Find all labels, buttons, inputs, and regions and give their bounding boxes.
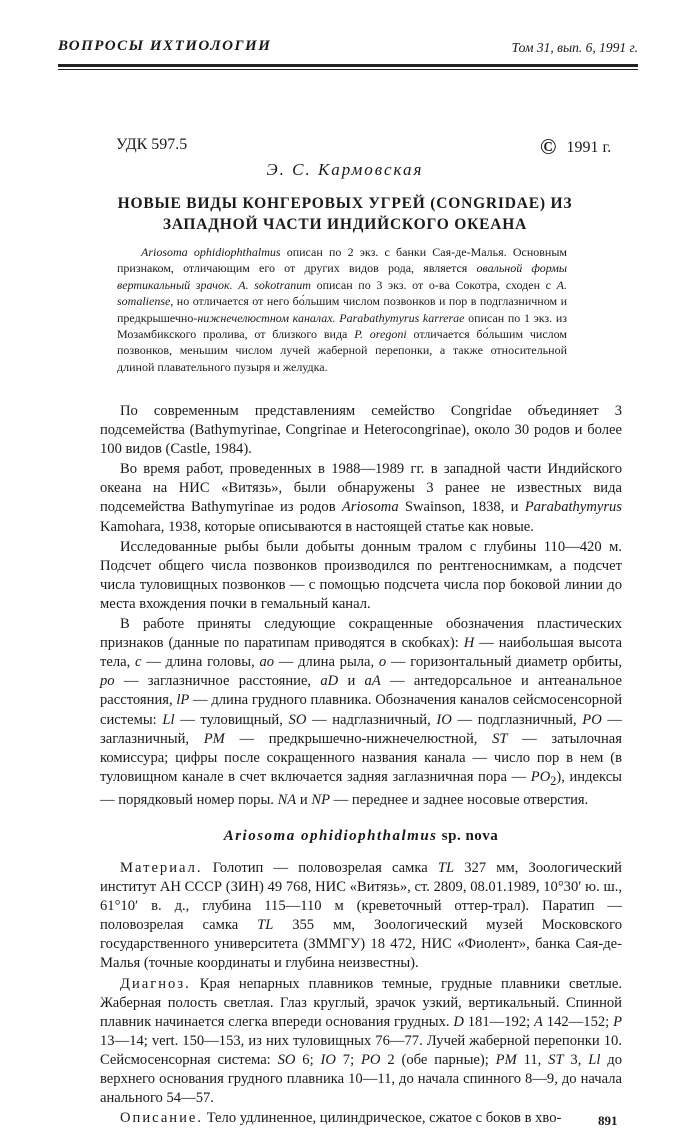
- italic-run: IO: [320, 1051, 336, 1068]
- text-run: и: [338, 673, 365, 690]
- text-run: По современным представлениям семейство Congridae объединяет 3 подсемейства (Bathymyrinae, Congrinae и Heterocongrinae), около 30 родов и более 100 видов (Castle, 1984).: [100, 403, 622, 458]
- italic-run: TL: [437, 859, 455, 876]
- running-head: [58, 38, 638, 64]
- text-run: 11,: [516, 1051, 549, 1068]
- italic-run: aD: [320, 673, 339, 690]
- species-suffix: sp. nova: [437, 827, 499, 844]
- header-rule-thin: [58, 69, 638, 70]
- text-run: Во время работ, проведенных в 1988—1989 гг. в западной части Индийского океана на НИС «Витязь», были обнаружены 3 ранее не известных вида подсемейства Bathymyrinae из родов: [100, 461, 622, 516]
- italic-run: o: [378, 654, 387, 671]
- italic-run: Ll: [162, 711, 175, 728]
- text-run: В работе приняты следующие сокращенные обозначения пластических признаков (данные по паратипам приводятся в скобках):: [100, 616, 622, 652]
- body-paragraph: [100, 460, 622, 536]
- copyright-line: [540, 134, 611, 160]
- author-name: Э. С. Кармовская: [266, 160, 424, 179]
- text-run: Тело удлиненное, цилиндрическое, сжатое с боков в хво-: [203, 1110, 562, 1127]
- text-run: — антедорсальное и антеанальное расстояния,: [100, 673, 623, 709]
- italic-run: lP: [176, 692, 190, 709]
- italic-run: Ariosoma ophidiophthalmus: [141, 245, 281, 259]
- italic-run: PO: [361, 1051, 381, 1068]
- text-run: до верхнего основания грудного плавника 10—11, до начала спинного 8—9, до начала анального 54—57.: [100, 1051, 623, 1107]
- section-heading: [100, 827, 622, 846]
- text-run: 3,: [563, 1051, 589, 1068]
- text-run: — заглазничное расстояние,: [114, 673, 321, 690]
- text-run: — переднее и заднее носовые отверстия.: [330, 791, 589, 808]
- italic-run: овальной формы вертикальный зрачок. A. sokotranum: [117, 261, 567, 292]
- section-paragraph-description: [100, 1109, 622, 1128]
- text-run: 181—192;: [463, 1013, 535, 1030]
- italic-run: P. oregoni: [354, 327, 407, 342]
- italic-run: H: [463, 635, 475, 652]
- text-run: 7;: [335, 1051, 361, 1068]
- text-run: — заглазничный,: [100, 711, 622, 747]
- italic-run: Ariosoma: [341, 499, 399, 516]
- run-in-heading: Диагноз.: [120, 975, 191, 992]
- text-run: 327 мм, Зоологический институт АН СССР (ЗИН) 49 768, НИС «Витязь», ст. 2809, 08.01.1989, 10°30′ ю. ш., 61°10′ в. д., глубина 115—110 м (креветочный оттер-трал). Паратип — половозрелая самка: [100, 859, 622, 934]
- italic-run: SO: [288, 711, 307, 728]
- text-run: 355 мм, Зоологический музей Московского государственного университета (ЗММГУ) 18 472, НИС «Фиолент», банка Сая-де-Малья (точные координаты и глубина неизвестны).: [100, 917, 622, 972]
- italic-run: PO: [582, 711, 602, 728]
- text-run: — длина головы,: [141, 654, 260, 671]
- italic-run: NA: [277, 791, 297, 808]
- text-run: — туловищный,: [174, 711, 289, 728]
- abstract: [117, 244, 567, 375]
- text-run: Края непарных плавников темные, грудные плавники светлые. Жаберная полость светлая. Глаз круглый, зрачок узкий, вертикальный. Спинной плавник начинается слегка впереди основания грудных.: [100, 975, 622, 1030]
- text-run: — горизонтальный диаметр орбиты,: [386, 654, 622, 671]
- italic-run: NP: [311, 791, 330, 808]
- copyright-icon: ©: [540, 134, 557, 159]
- italic-run: SO: [277, 1051, 296, 1068]
- udc-code: УДК 597.5: [116, 136, 188, 153]
- text-run: и: [296, 791, 312, 808]
- text-run: — надглазничный,: [306, 711, 437, 728]
- text-run: 6;: [295, 1051, 321, 1068]
- header-rule: [58, 64, 638, 67]
- text-run: , но отличается от него бо́льшим числом позвонков и пор в подглазничном и предкрышечно-: [117, 294, 567, 325]
- italic-run: ao: [259, 654, 275, 671]
- body-paragraph: [100, 402, 622, 459]
- italic-run: A. somaliense: [117, 277, 567, 309]
- italic-run: P: [613, 1013, 622, 1030]
- italic-run: PM: [495, 1051, 517, 1068]
- text-run: Swainson, 1838, и: [398, 499, 525, 516]
- journal-name: ВОПРОСЫ ИХТИОЛОГИИ: [58, 38, 272, 54]
- text-run: описан по 1 экз. из Мозамбикского пролива, от близкого вида: [117, 310, 567, 342]
- italic-run: po: [100, 673, 115, 690]
- italic-run: ST: [492, 730, 508, 747]
- text-run: описан по 3 экз. от о-ва Сокотра, сходен с: [310, 277, 557, 292]
- italic-run: D: [453, 1013, 464, 1030]
- text-run: — наибольшая высота тела,: [100, 635, 623, 671]
- text-run: 142—152;: [542, 1013, 614, 1030]
- page-number: 891: [598, 1113, 618, 1128]
- text-run: 13—14; vert. 150—153, из них туловищных 76—77. Лучей жаберной перепонки 10. Сейсмосенсорная система:: [100, 1032, 622, 1068]
- text-run: Голотип — половозрелая самка: [202, 859, 438, 876]
- text-run: — предкрышечно-нижнечелюстной,: [224, 730, 493, 747]
- italic-run: c: [135, 654, 142, 671]
- text-run: Исследованные рыбы были добыты донным тралом с глубины 110—420 м. Подсчет общего числа позвонков производился по рентгеноснимкам, а подсчет числа туловищных позвонков — с помощью подсчета числа пор боковой линии до места вхождения почки в гемальный канал.: [100, 538, 622, 612]
- article-body: [100, 402, 622, 1128]
- subscript: 2: [550, 773, 557, 788]
- italic-run: Ll: [588, 1051, 601, 1068]
- text-run: описан по 2 экз. с банки Сая-де-Малья. Основным признаком, отличающим его от других видов рода, является: [117, 245, 567, 276]
- text-run: 2 (обе парные);: [380, 1051, 496, 1068]
- italic-run: aA: [364, 673, 381, 690]
- text-run: — затылочная комиссура; цифры после сокращенного названия канала — число пор в нем (в туловищном канале в счет включается задняя заглазничная пора —: [100, 730, 622, 785]
- issue-info: Том 31, вып. 6, 1991 г.: [511, 40, 638, 55]
- body-paragraph: [100, 615, 622, 810]
- text-run: Kamohara, 1938, которые описываются в настоящей статье как новые.: [100, 518, 534, 535]
- italic-run: нижнечелюстном каналах. Parabathymyrus karrerae: [197, 310, 465, 325]
- italic-run: PO: [530, 768, 551, 785]
- species-name: Ariosoma ophidiophthalmus: [223, 827, 438, 844]
- italic-run: IO: [436, 711, 452, 728]
- run-in-heading: Материал.: [120, 859, 203, 876]
- italic-run: Parabathymyrus: [524, 499, 622, 516]
- section-paragraph-diagnosis: [100, 975, 622, 1109]
- text-run: — длина рыла,: [274, 654, 379, 671]
- text-run: отличается бо́льшим числом позвонков, меньшим числом лучей жаберной перепонки, а также относительной длиной плавательного пузыря и желудка.: [117, 327, 568, 374]
- italic-run: ST: [548, 1051, 564, 1068]
- text-run: — подглазничный,: [451, 711, 583, 728]
- text-run: ), индексы — порядковый номер поры.: [100, 768, 622, 808]
- copyright-year: 1991 г.: [566, 139, 612, 156]
- italic-run: PM: [203, 730, 225, 747]
- italic-run: A: [534, 1013, 543, 1030]
- text-run: — длина грудного плавника. Обозначения каналов сейсмосенсорной системы:: [100, 692, 623, 728]
- body-paragraph: [100, 538, 622, 614]
- italic-run: TL: [257, 917, 274, 934]
- run-in-heading: Описание.: [120, 1110, 204, 1127]
- article-title: НОВЫЕ ВИДЫ КОНГЕРОВЫХ УГРЕЙ (CONGRIDAE) ИЗ ЗАПАДНОЙ ЧАСТИ ИНДИЙСКОГО ОКЕАНА: [117, 195, 573, 233]
- section-paragraph-material: [100, 859, 622, 974]
